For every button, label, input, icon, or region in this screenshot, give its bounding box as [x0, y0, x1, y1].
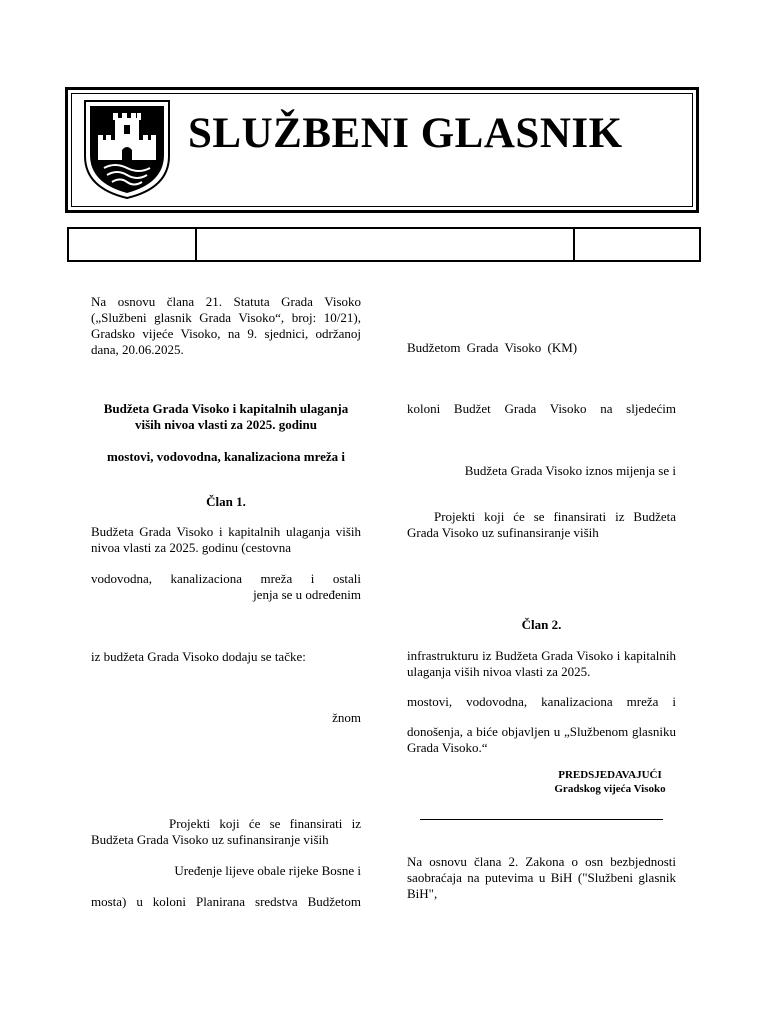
- decision-subheading: mostovi, vodovodna, kanalizaciona mreža i: [106, 449, 346, 464]
- budget-line: koloni Budžet Grada Visoko na sljedećim: [407, 401, 676, 416]
- signature-title: PREDSJEDAVAJUĆI: [558, 769, 662, 781]
- article-1-line: vodovodna, kanalizaciona mreža i ostali: [91, 571, 361, 586]
- article-1-line: iz budžeta Grada Visoko dodaju se tačke:: [91, 649, 306, 664]
- article-2-title: Član 2.: [521, 617, 562, 632]
- signature-line: [420, 819, 663, 820]
- article-1-line: jenja se u određenim: [253, 587, 361, 602]
- signature-block: [520, 768, 700, 796]
- next-act-intro: Na osnovu člana 2. Zakona o osn bezbjednosti saobraćaja na putevima u BiH ("Službeni glasnik BiH",: [407, 854, 676, 901]
- article-2-publication: donošenja, a biće objavljen u „Službenom glasniku Grada Visoko.“: [407, 724, 676, 755]
- signature-organization: Gradskog vijeća Visoko: [554, 783, 666, 795]
- intro-paragraph: Na osnovu člana 21. Statuta Grada Visoko („Službeni glasnik Grada Visoko“, broj: 10/21), Gradsko vijeće Visoko, na 9. sjednici, održanoj dana, 20.06.2025.: [91, 294, 361, 357]
- projects-line: mosta) u koloni Planirana sredstva Budžetom: [91, 894, 361, 909]
- budget-line: Budžeta Grada Visoko iznos mijenja se i: [464, 463, 676, 478]
- coat-of-arms-icon: [82, 98, 172, 200]
- projects-line: Uređenje lijeve obale rijeke Bosne i: [174, 863, 361, 878]
- article-1-paragraph: Budžeta Grada Visoko i kapitalnih ulaganja viših nivoa vlasti za 2025. godinu (cestovna: [91, 524, 361, 555]
- info-bar-divider: [195, 229, 197, 260]
- article-1-title: Član 1.: [206, 494, 246, 509]
- masthead-title: SLUŽBENI GLASNIK: [188, 110, 623, 157]
- article-2-paragraph: infrastrukturu iz Budžeta Grada Visoko i kapitalnih ulaganja viših nivoa vlasti za 2025.: [407, 648, 676, 679]
- info-bar-divider: [573, 229, 575, 260]
- article-1-line: žnom: [332, 710, 361, 725]
- projects-paragraph-text: Projekti koji će se finansirati iz Budžeta Grada Visoko uz sufinansiranje viših: [91, 816, 361, 847]
- projects-paragraph-right: Projekti koji će se finansirati iz Budžeta Grada Visoko uz sufinansiranje viših: [407, 509, 676, 540]
- issue-info-bar: [67, 227, 701, 262]
- budget-line: Budžetom Grada Visoko (KM): [407, 340, 578, 355]
- article-2-line: mostovi, vodovodna, kanalizaciona mreža i: [407, 694, 676, 709]
- decision-heading: Budžeta Grada Visoko i kapitalnih ulaganja viših nivoa vlasti za 2025. godinu: [103, 401, 349, 432]
